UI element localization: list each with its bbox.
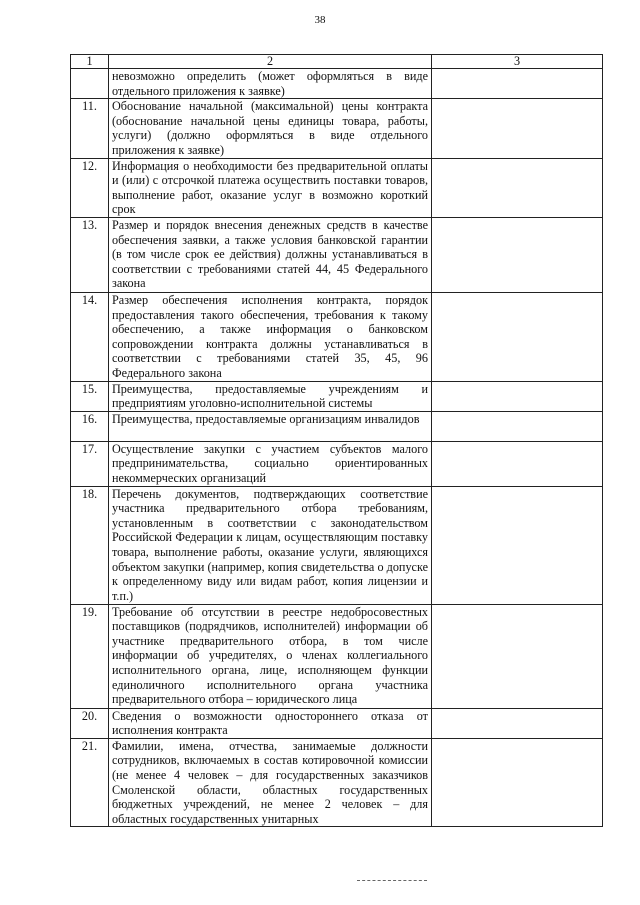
row-value [432, 441, 603, 486]
row-number: 18. [71, 486, 109, 604]
table-row [71, 486, 603, 604]
row-value [432, 158, 603, 217]
table-row [71, 381, 603, 411]
header-row [71, 55, 603, 69]
table-row [71, 411, 603, 441]
row-number: 17. [71, 441, 109, 486]
table-row [71, 292, 603, 381]
row-number: 13. [71, 217, 109, 292]
row-description: Преимущества, предоставляемые учреждениям и предприятиям уголовно-исполнительной системы [109, 381, 432, 411]
row-value [432, 411, 603, 441]
table-row [71, 604, 603, 708]
row-value [432, 217, 603, 292]
table-row [71, 99, 603, 158]
row-description: Размер и порядок внесения денежных средств в качестве обеспечения заявки, а также условия банковской гарантии (в том числе срок ее действия) должны устанавливаться в соответствии с требованиями статей 44, 45 Федерального закона [109, 217, 432, 292]
row-value [432, 486, 603, 604]
row-number: 11. [71, 99, 109, 158]
row-value [432, 69, 603, 99]
row-description: Обоснование начальной (максимальной) цены контракта (обоснование начальной цены единицы товара, работы, услуги) (должно оформляться в виде отдельного приложения к заявке) [109, 99, 432, 158]
column-header-3: 3 [432, 55, 603, 69]
row-description: Осуществление закупки с участием субъектов малого предпринимательства, социально ориентированных некоммерческих организаций [109, 441, 432, 486]
row-description: Требование об отсутствии в реестре недобросовестных поставщиков (подрядчиков, исполнителей) информации об участнике предварительного отбора, в том числе информации об учредителях, о членах коллегиального исполнительного органа, лице, исполняющем функции единоличного исполнительного органа участника предварительного отбора – юридического лица [109, 604, 432, 708]
row-description: Информация о необходимости без предварительной оплаты и (или) с отсрочкой платежа осуществить поставки товаров, выполнение работ, оказание услуг в возможно короткий срок [109, 158, 432, 217]
row-value [432, 708, 603, 738]
row-number [71, 69, 109, 99]
row-number: 15. [71, 381, 109, 411]
row-value [432, 604, 603, 708]
row-value [432, 738, 603, 827]
row-number: 20. [71, 708, 109, 738]
row-number: 19. [71, 604, 109, 708]
row-number: 14. [71, 292, 109, 381]
column-header-1: 1 [71, 55, 109, 69]
table-row [71, 708, 603, 738]
row-number: 16. [71, 411, 109, 441]
page-number: 38 [314, 14, 326, 26]
row-description: Размер обеспечения исполнения контракта, порядок предоставления такого обеспечения, требования к такому обеспечению, а также информация о банковском сопровождении контракта должны устанавливаться в соответствии с требованиями статей 35, 45, 96 Федерального закона [109, 292, 432, 381]
row-value [432, 381, 603, 411]
row-description: Сведения о возможности одностороннего отказа от исполнения контракта [109, 708, 432, 738]
table-row [71, 738, 603, 827]
table-row [71, 217, 603, 292]
row-number: 12. [71, 158, 109, 217]
row-value [432, 292, 603, 381]
row-description: невозможно определить (может оформляться в виде отдельного приложения к заявке) [109, 69, 432, 99]
row-description: Перечень документов, подтверждающих соответствие участника предварительного отбора требованиям, установленным в соответствии с законодательством Российской Федерации к лицам, осуществляющим поставку товара, выполнение работы, оказание услуги, являющихся объектом закупки (например, копия свидетельства о допуске к определенному виду или видам работ, копия лицензии и т.п.) [109, 486, 432, 604]
row-description: Преимущества, предоставляемые организациям инвалидов [109, 411, 432, 441]
column-header-2: 2 [109, 55, 432, 69]
row-value [432, 99, 603, 158]
footer-mark [357, 880, 427, 881]
row-number: 21. [71, 738, 109, 827]
table-row [71, 441, 603, 486]
procurement-table [70, 54, 603, 827]
table-row [71, 69, 603, 99]
table-row [71, 158, 603, 217]
row-description: Фамилии, имена, отчества, занимаемые должности сотрудников, включаемых в состав котировочной комиссии (не менее 4 человек – для государственных заказчиков Смоленской области, областных государственных бюджетных учреждений, не менее 2 человек – для областных государственных унитарных [109, 738, 432, 827]
